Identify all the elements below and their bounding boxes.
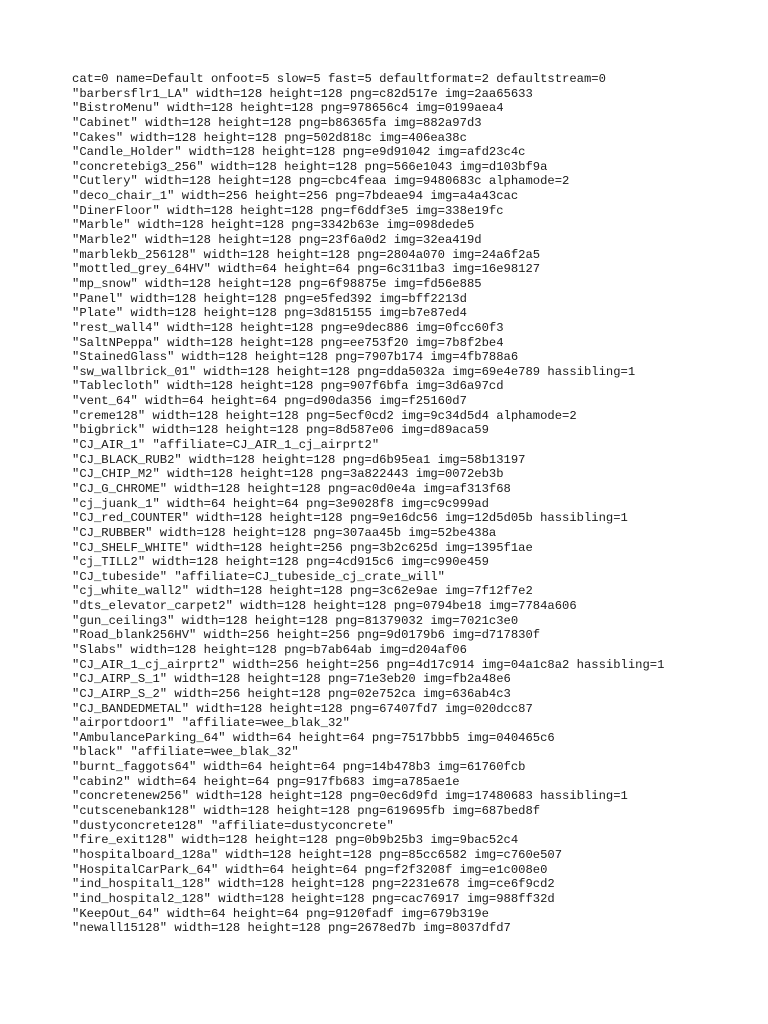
texture-entry-line: "AmbulanceParking_64" width=64 height=64 png=7517bbb5 img=040465c6 — [72, 730, 555, 745]
texture-entry-line: "Cakes" width=128 height=128 png=502d818c img=406ea38c — [72, 130, 467, 145]
texture-entry-line: "deco_chair_1" width=256 height=256 png=7bdeae94 img=a4a43cac — [72, 189, 519, 204]
texture-entry-line: "fire_exit128" width=128 height=128 png=0b9b25b3 img=9bac52c4 — [72, 833, 519, 848]
texture-entry-line: "barbersflr1_LA" width=128 height=128 png=c82d517e img=2aa65633 — [72, 86, 533, 101]
texture-entry-line: "black" "affiliate=wee_blak_32" — [72, 745, 299, 760]
texture-entry-line: "StainedGlass" width=128 height=128 png=7907b174 img=4fb788a6 — [72, 350, 519, 365]
texture-entry-line: "Marble" width=128 height=128 png=3342b63e img=098dede5 — [72, 218, 475, 233]
texture-entry-line: "HospitalCarPark_64" width=64 height=64 png=f2f3208f img=e1c008e0 — [72, 862, 548, 877]
texture-entry-line: "Marble2" width=128 height=128 png=23f6a0d2 img=32ea419d — [72, 233, 482, 248]
texture-entry-line: "SaltNPeppa" width=128 height=128 png=ee753f20 img=7b8f2be4 — [72, 335, 504, 350]
texture-entry-line: "creme128" width=128 height=128 png=5ecf0cd2 img=9c34d5d4 alphamode=2 — [72, 408, 577, 423]
document-text — [72, 72, 664, 936]
texture-entry-line: "DinerFloor" width=128 height=128 png=f6ddf3e5 img=338e19fc — [72, 203, 504, 218]
texture-entry-line: "ind_hospital2_128" width=128 height=128 png=cac76917 img=988ff32d — [72, 891, 555, 906]
texture-entry-line: "airportdoor1" "affiliate=wee_blak_32" — [72, 716, 350, 731]
texture-entry-line: "CJ_RUBBER" width=128 height=128 png=307aa45b img=52be438a — [72, 525, 497, 540]
texture-entry-line: "CJ_G_CHROME" width=128 height=128 png=ac0d0e4a img=af313f68 — [72, 481, 511, 496]
texture-entry-line: "Cutlery" width=128 height=128 png=cbc4feaa img=9480683c alphamode=2 — [72, 174, 570, 189]
texture-entry-line: "concretebig3_256" width=128 height=128 png=566e1043 img=d103bf9a — [72, 159, 548, 174]
texture-entry-line: "dts_elevator_carpet2" width=128 height=128 png=0794be18 img=7784a606 — [72, 599, 577, 614]
texture-entry-line: "CJ_AIRP_S_1" width=128 height=128 png=71e3eb20 img=fb2a48e6 — [72, 672, 511, 687]
texture-entry-line: "BistroMenu" width=128 height=128 png=978656c4 img=0199aea4 — [72, 101, 504, 116]
texture-entry-line: "CJ_red_COUNTER" width=128 height=128 png=9e16dc56 img=12d5d05b hassibling=1 — [72, 511, 628, 526]
texture-entry-line: "burnt_faggots64" width=64 height=64 png=14b478b3 img=61760fcb — [72, 760, 526, 775]
texture-entry-line: "mp_snow" width=128 height=128 png=6f98875e img=fd56e885 — [72, 276, 482, 291]
texture-entry-line: "Tablecloth" width=128 height=128 png=907f6bfa img=3d6a97cd — [72, 379, 504, 394]
texture-entry-line: "newall15128" width=128 height=128 png=2678ed7b img=8037dfd7 — [72, 921, 511, 936]
texture-entry-line: "cj_white_wall2" width=128 height=128 png=3c62e9ae img=7f12f7e2 — [72, 584, 533, 599]
texture-entry-line: "CJ_BANDEDMETAL" width=128 height=128 png=67407fd7 img=020dcc87 — [72, 701, 533, 716]
texture-entry-line: "sw_wallbrick_01" width=128 height=128 png=dda5032a img=69e4e789 hassibling=1 — [72, 364, 636, 379]
texture-entry-line: "CJ_AIRP_S_2" width=256 height=128 png=02e752ca img=636ab4c3 — [72, 686, 511, 701]
texture-entry-line: "CJ_SHELF_WHITE" width=128 height=256 png=3b2c625d img=1395f1ae — [72, 540, 533, 555]
texture-entry-line: "KeepOut_64" width=64 height=64 png=9120fadf img=679b319e — [72, 906, 489, 921]
texture-entry-line: "mottled_grey_64HV" width=64 height=64 png=6c311ba3 img=16e98127 — [72, 262, 541, 277]
texture-entry-line: "cabin2" width=64 height=64 png=917fb683 img=a785ae1e — [72, 774, 460, 789]
texture-entry-line: "vent_64" width=64 height=64 png=d90da356 img=f25160d7 — [72, 394, 467, 409]
texture-entry-line: "Cabinet" width=128 height=128 png=b86365fa img=882a97d3 — [72, 115, 482, 130]
texture-entry-line: "bigbrick" width=128 height=128 png=8d587e06 img=d89aca59 — [72, 423, 489, 438]
texture-entry-line: "CJ_AIR_1" "affiliate=CJ_AIR_1_cj_airprt2" — [72, 438, 380, 453]
texture-entry-line: "rest_wall4" width=128 height=128 png=e9dec886 img=0fcc60f3 — [72, 320, 504, 335]
texture-entry-line: "ind_hospital1_128" width=128 height=128 png=2231e678 img=ce6f9cd2 — [72, 877, 555, 892]
texture-entry-line: "CJ_BLACK_RUB2" width=128 height=128 png=d6b95ea1 img=58b13197 — [72, 452, 526, 467]
texture-entry-line: "hospitalboard_128a" width=128 height=128 png=85cc6582 img=c760e507 — [72, 847, 563, 862]
texture-entry-line: "CJ_CHIP_M2" width=128 height=128 png=3a822443 img=0072eb3b — [72, 467, 504, 482]
texture-entry-line: "CJ_tubeside" "affiliate=CJ_tubeside_cj_crate_will" — [72, 569, 445, 584]
header-line: cat=0 name=Default onfoot=5 slow=5 fast=5 defaultformat=2 defaultstream=0 — [72, 72, 606, 86]
texture-entry-line: "cutscenebank128" width=128 height=128 png=619695fb img=687bed8f — [72, 804, 541, 819]
texture-entry-line: "gun_ceiling3" width=128 height=128 png=81379032 img=7021c3e0 — [72, 613, 519, 628]
texture-entry-line: "cj_TILL2" width=128 height=128 png=4cd915c6 img=c990e459 — [72, 555, 489, 570]
texture-entry-line: "Panel" width=128 height=128 png=e5fed392 img=bff2213d — [72, 291, 467, 306]
texture-entry-line: "CJ_AIR_1_cj_airprt2" width=256 height=256 png=4d17c914 img=04a1c8a2 hassibling=1 — [72, 657, 665, 672]
texture-entry-line: "marblekb_256128" width=128 height=128 png=2804a070 img=24a6f2a5 — [72, 247, 541, 262]
texture-entry-line: "Road_blank256HV" width=256 height=256 png=9d0179b6 img=d717830f — [72, 628, 541, 643]
texture-entry-line: "Plate" width=128 height=128 png=3d815155 img=b7e87ed4 — [72, 306, 467, 321]
texture-entry-line: "dustyconcrete128" "affiliate=dustyconcrete" — [72, 818, 394, 833]
texture-entry-line: "Candle_Holder" width=128 height=128 png=e9d91042 img=afd23c4c — [72, 145, 526, 160]
texture-entry-line: "cj_juank_1" width=64 height=64 png=3e9028f8 img=c9c999ad — [72, 496, 489, 511]
texture-entry-line: "concretenew256" width=128 height=128 png=0ec6d9fd img=17480683 hassibling=1 — [72, 789, 628, 804]
texture-entry-line: "Slabs" width=128 height=128 png=b7ab64ab img=d204af06 — [72, 642, 467, 657]
